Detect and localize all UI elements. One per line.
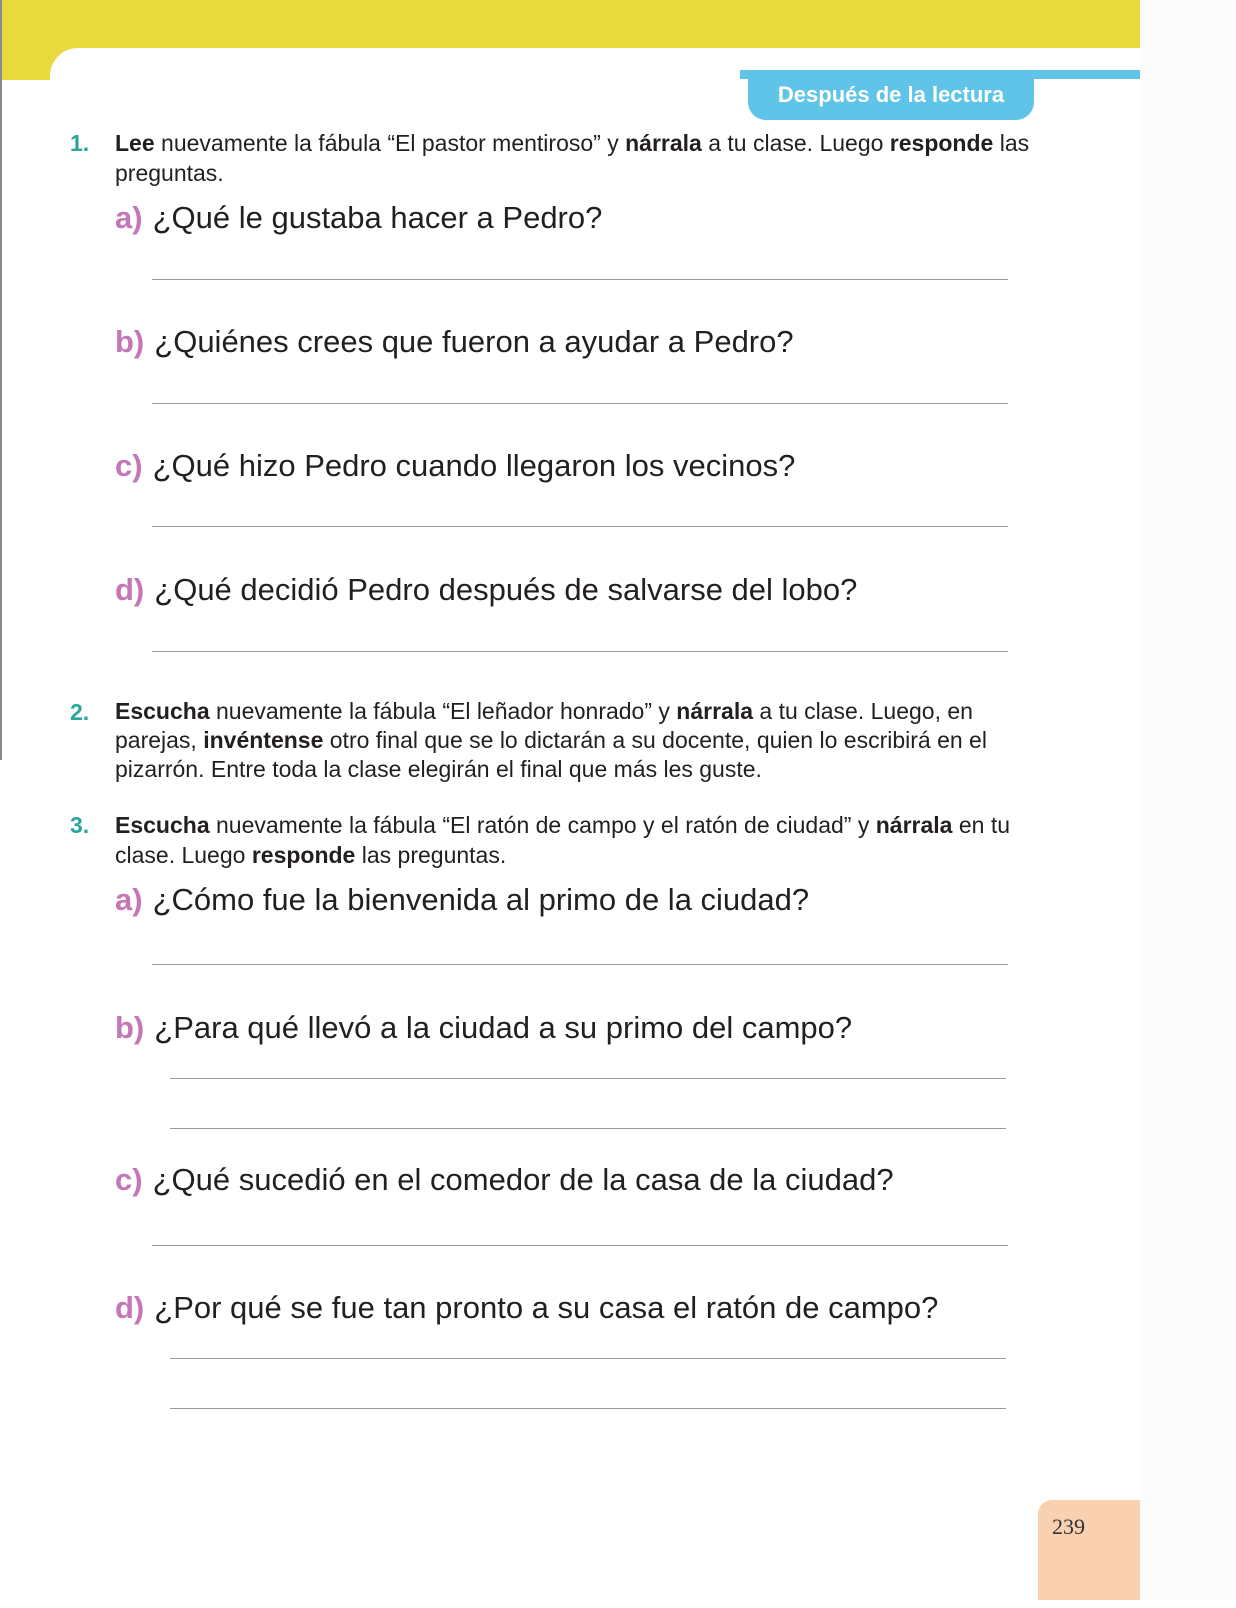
item-1-instruction-part: las preguntas.: [115, 130, 1030, 186]
answer-line[interactable]: [152, 526, 1008, 527]
item-3-instruction-part: Escucha: [115, 812, 210, 838]
item-number-2: 2.: [70, 699, 90, 725]
answer-line[interactable]: [170, 1078, 1006, 1079]
question-text: ¿Qué le gustaba hacer a Pedro?: [152, 200, 603, 235]
binding-edge: [0, 0, 2, 760]
item-2-instruction-part: nárrala: [676, 698, 754, 724]
item-3-instruction-part: responde: [251, 842, 356, 868]
item-2-instruction-part: Escucha: [115, 698, 210, 724]
item-1-instruction-part: responde: [889, 130, 994, 156]
question-text: ¿Qué decidió Pedro después de salvarse del lobo?: [154, 572, 858, 607]
item-3-instruction: [115, 810, 1035, 870]
question-1b: [115, 324, 794, 360]
question-1d: [115, 572, 857, 608]
question-letter: d): [115, 1290, 145, 1325]
item-2-instruction: [115, 697, 1035, 784]
item-1-instruction-part: Lee: [115, 130, 155, 156]
question-3a: [115, 882, 809, 918]
question-1a: [115, 200, 602, 236]
answer-line[interactable]: [170, 1128, 1006, 1129]
question-1c: [115, 448, 795, 484]
item-number-1: 1.: [70, 130, 90, 156]
question-text: ¿Quiénes crees que fueron a ayudar a Pedro?: [154, 324, 794, 359]
item-3-instruction-part: las preguntas.: [355, 842, 507, 868]
page-number-tab: [1038, 1500, 1140, 1600]
answer-line[interactable]: [152, 1245, 1008, 1246]
question-text: ¿Qué sucedió en el comedor de la casa de la ciudad?: [152, 1162, 894, 1197]
question-letter: a): [115, 882, 143, 917]
question-text: ¿Para qué llevó a la ciudad a su primo del campo?: [154, 1010, 853, 1045]
answer-line[interactable]: [152, 403, 1008, 404]
answer-line[interactable]: [152, 651, 1008, 652]
item-3-instruction-part: en tu clase. Luego: [115, 812, 1010, 868]
page-number: 239: [1052, 1514, 1085, 1539]
page-edge: [1140, 0, 1236, 1600]
section-tab-label: Después de la lectura: [777, 82, 1005, 107]
question-letter: b): [115, 1010, 145, 1045]
answer-line[interactable]: [170, 1358, 1006, 1359]
question-letter: c): [115, 448, 143, 483]
item-1-instruction-part: nárrala: [625, 130, 702, 156]
item-1-instruction: [115, 128, 1035, 188]
item-2-instruction-part: nuevamente la fábula “El leñador honrado” y: [209, 698, 677, 724]
question-3d: [115, 1290, 938, 1326]
question-text: ¿Cómo fue la bienvenida al primo de la ciudad?: [152, 882, 810, 917]
question-letter: a): [115, 200, 143, 235]
question-3c: [115, 1162, 894, 1198]
question-text: ¿Qué hizo Pedro cuando llegaron los vecinos?: [152, 448, 796, 483]
answer-line[interactable]: [170, 1408, 1006, 1409]
question-letter: c): [115, 1162, 143, 1197]
item-3-instruction-part: nárrala: [875, 812, 953, 838]
item-2-instruction-part: invéntense: [203, 727, 324, 753]
question-letter: b): [115, 324, 145, 359]
section-tab: [748, 70, 1034, 120]
answer-line[interactable]: [152, 964, 1008, 965]
question-3b: [115, 1010, 852, 1046]
item-2-instruction-part: otro final que se lo dictarán a su docente, quien lo escribirá en el pizarrón. Entre toda la clase elegirán el final que más les guste.: [115, 727, 987, 782]
item-1-instruction-part: a tu clase. Luego: [701, 130, 890, 156]
question-letter: d): [115, 572, 145, 607]
item-1-instruction-part: nuevamente la fábula “El pastor mentiroso” y: [154, 130, 626, 156]
question-text: ¿Por qué se fue tan pronto a su casa el ratón de campo?: [154, 1290, 939, 1325]
answer-line[interactable]: [152, 279, 1008, 280]
item-3-instruction-part: nuevamente la fábula “El ratón de campo y el ratón de ciudad” y: [209, 812, 876, 838]
item-number-3: 3.: [70, 812, 90, 838]
item-2-instruction-part: a tu clase. Luego, en parejas,: [115, 698, 973, 753]
